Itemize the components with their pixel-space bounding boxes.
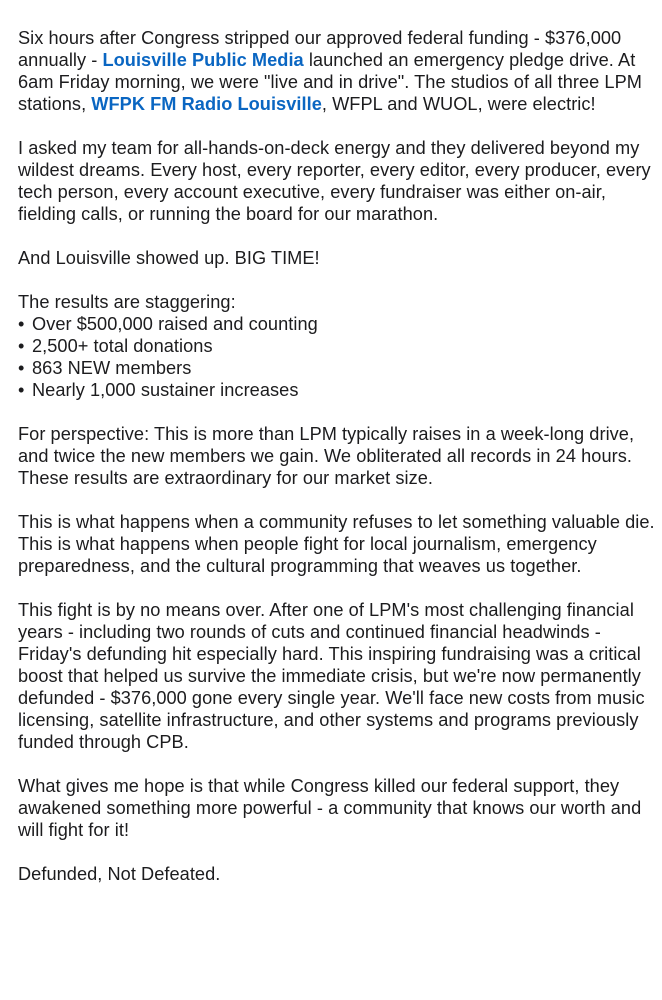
post-paragraph-louisville: And Louisville showed up. BIG TIME! (18, 248, 320, 268)
bullet-icon: • (18, 358, 25, 378)
bullet-icon: • (18, 380, 25, 400)
list-item-text: Nearly 1,000 sustainer increases (32, 380, 299, 400)
bullet-icon: • (18, 314, 25, 334)
post-paragraph-fight: This fight is by no means over. After one of LPM's most challenging financial years - including two rounds of cuts and continued financial headwinds - Friday's defunding hit especially hard. This inspiring fundraising was a critical boost that helped us survive the immediate crisis, but we're now permanently defunded - $376,000 gone every single year. We'll face new costs from music licensing, satellite infrastructure, and other systems and programs previously funded through CPB. (18, 600, 645, 752)
post-paragraph-perspective: For perspective: This is more than LPM typically raises in a week-long drive, and twice the new members we gain. We obliterated all records in 24 hours. These results are extraordinary for our market size. (18, 424, 635, 488)
list-item (18, 379, 658, 401)
list-item (18, 335, 658, 357)
results-intro: The results are staggering: (18, 292, 236, 312)
mention-wfpk-fm-radio-louisville[interactable]: WFPK FM Radio Louisville (91, 94, 322, 114)
list-item (18, 313, 658, 335)
list-item-text: 2,500+ total donations (32, 336, 213, 356)
post-paragraph-hope: What gives me hope is that while Congress killed our federal support, they awakened something more powerful - a community that knows our worth and will fight for it! (18, 776, 642, 840)
post-paragraph-intro (18, 27, 658, 115)
list-item-text: Over $500,000 raised and counting (32, 314, 318, 334)
list-item (18, 357, 658, 379)
post-paragraph-community: This is what happens when a community refuses to let something valuable die. This is what happens when people fight for local journalism, emergency preparedness, and the cultural programming that weaves us together. (18, 512, 655, 576)
post-paragraph-closing: Defunded, Not Defeated. (18, 864, 221, 884)
intro-text-3: , WFPL and WUOL, were electric! (321, 94, 596, 114)
post-paragraph-team: I asked my team for all-hands-on-deck energy and they delivered beyond my wildest dreams. Every host, every reporter, every editor, every producer, every tech person, every account executive, every fundraiser was either on-air, fielding calls, or running the board for our marathon. (18, 138, 651, 224)
post-body (18, 27, 658, 907)
intro-text-1: Six hours after Congress stripped our approved federal funding - $376,000 annually - (18, 28, 622, 70)
bullet-icon: • (18, 336, 25, 356)
mention-louisville-public-media[interactable]: Louisville Public Media (102, 50, 304, 70)
list-item-text: 863 NEW members (32, 358, 192, 378)
results-list (18, 313, 658, 401)
results-section (18, 291, 658, 401)
intro-text-2: launched an emergency pledge drive. At 6am Friday morning, we were "live and in drive". The studios of all three LPM stations, (18, 50, 642, 114)
